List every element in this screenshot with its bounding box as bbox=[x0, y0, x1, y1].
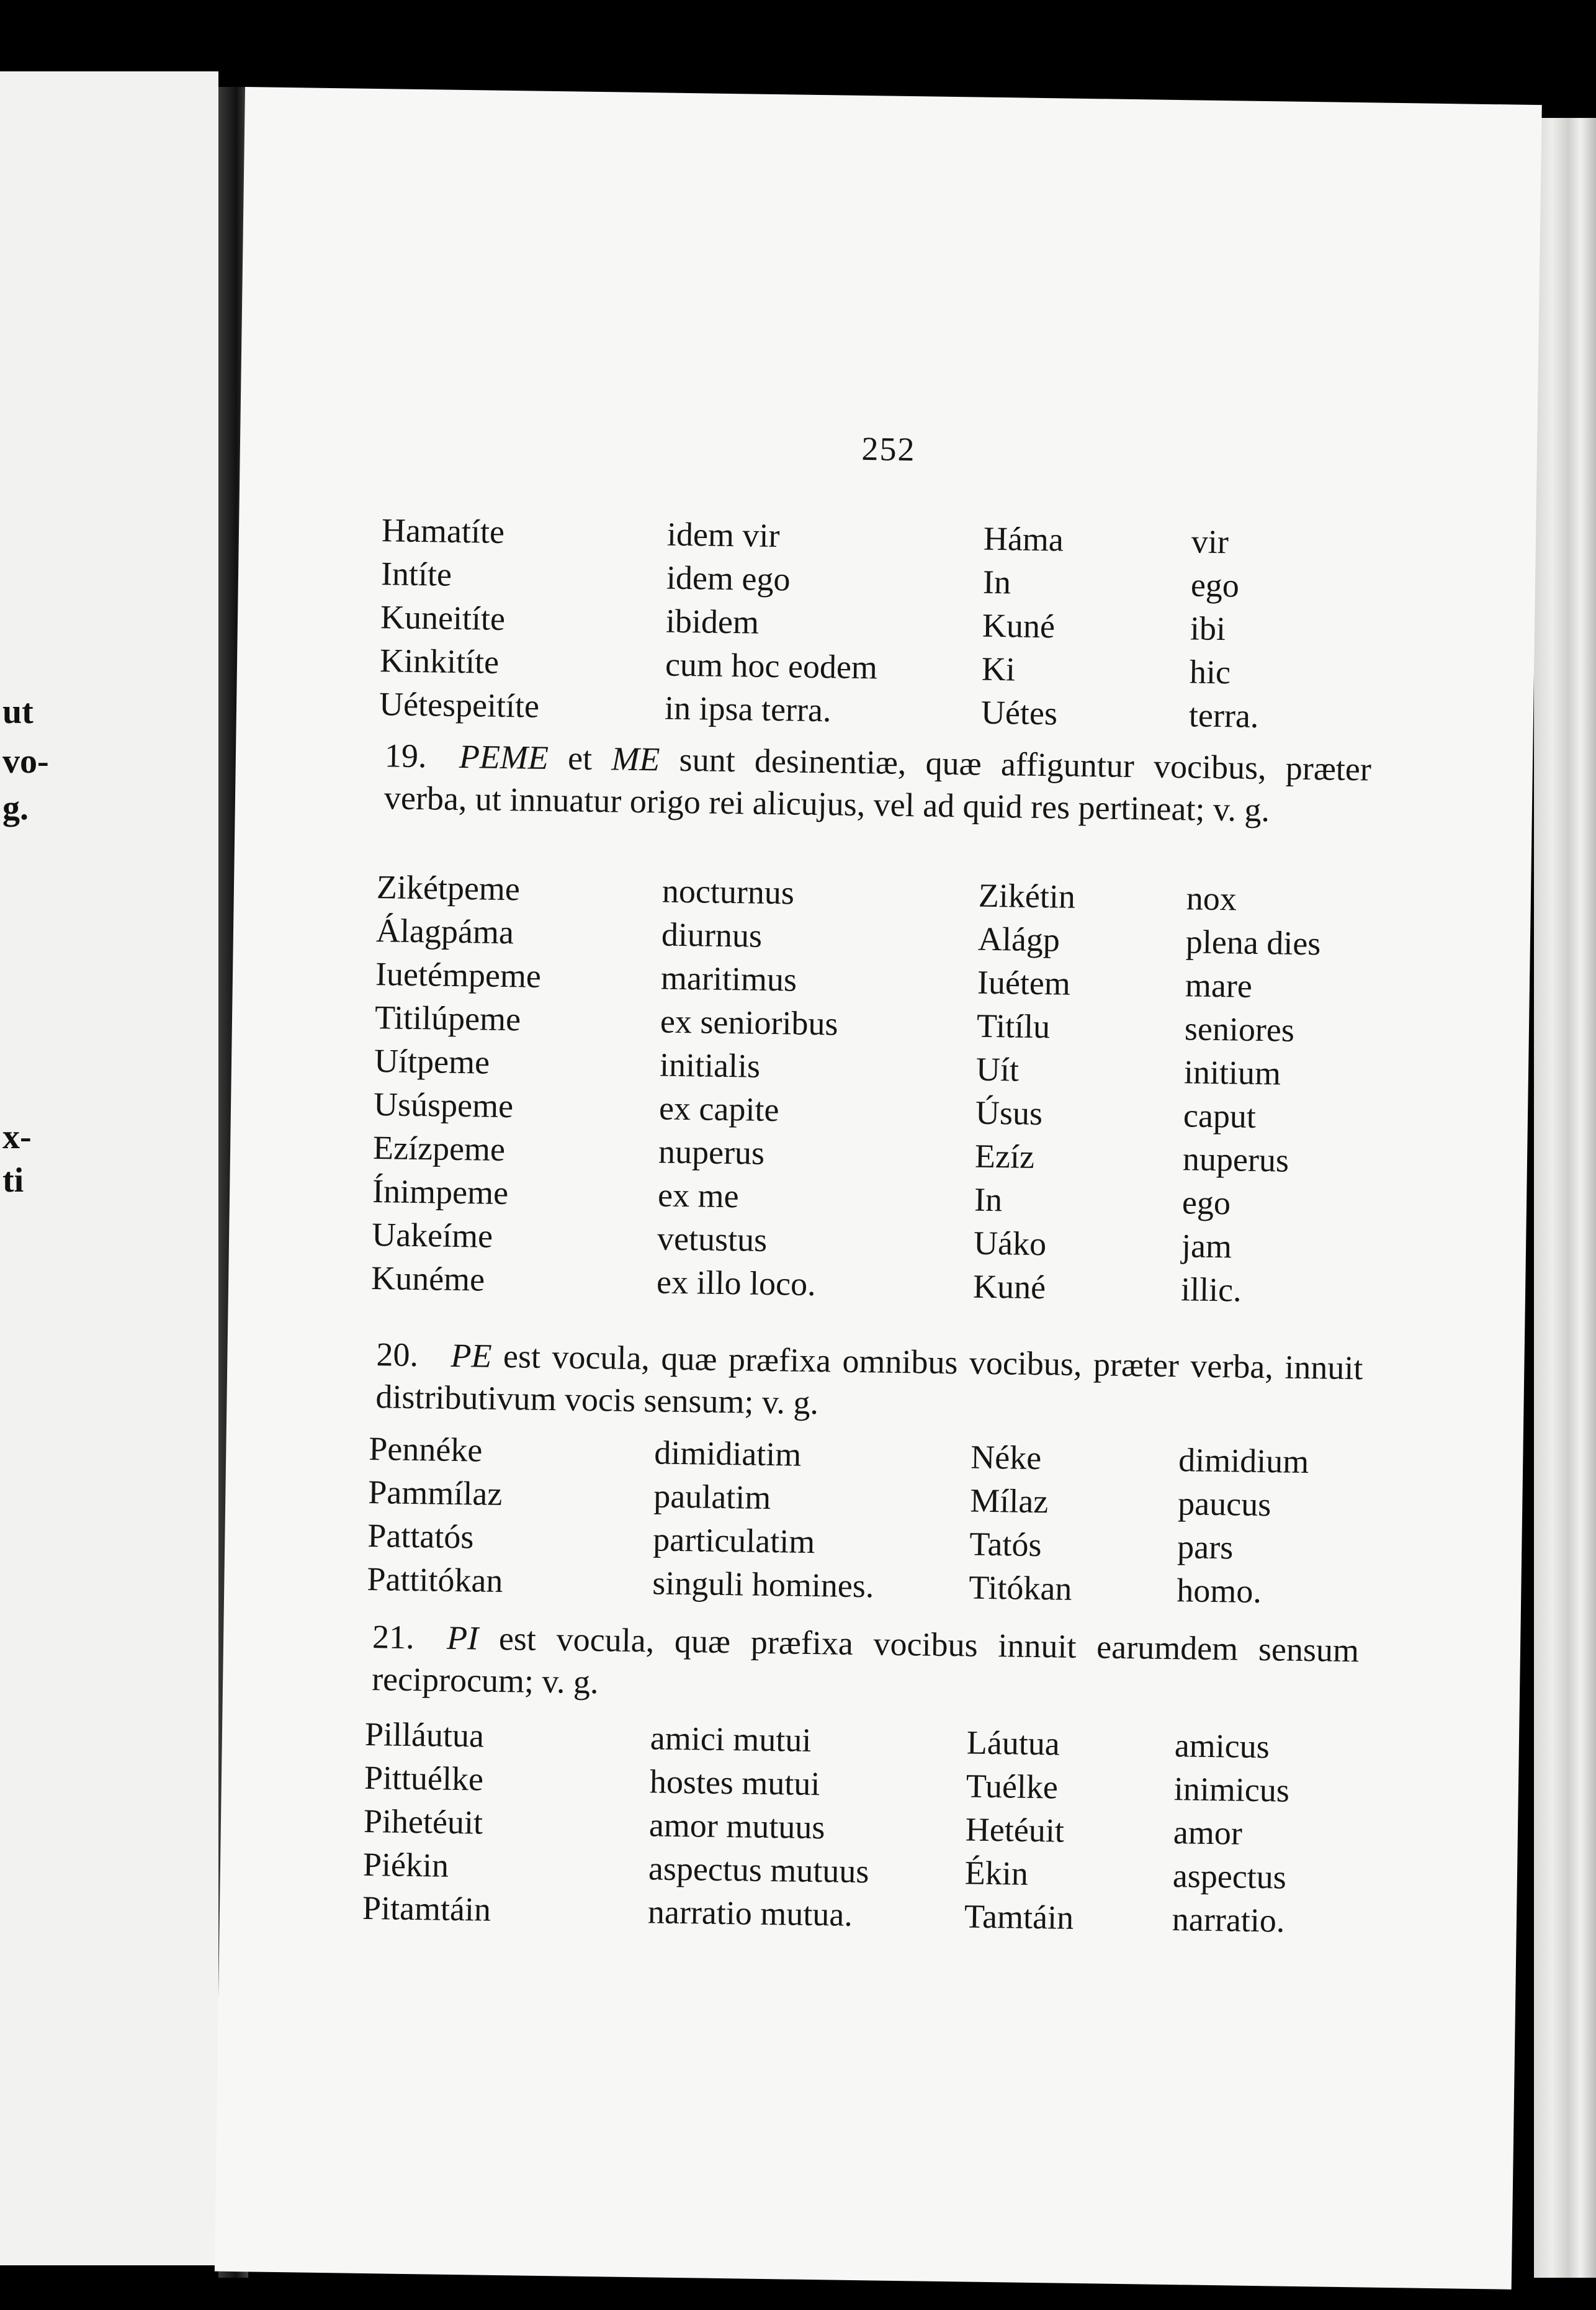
suffix-term: PE bbox=[451, 1336, 492, 1375]
derived-meaning: idem ego bbox=[666, 559, 791, 598]
page-stack-edge bbox=[1534, 118, 1596, 2278]
root-meaning: illic. bbox=[1180, 1270, 1242, 1309]
root-meaning: amor bbox=[1173, 1813, 1243, 1852]
derived-word: Kuneitíte bbox=[380, 598, 506, 637]
root-meaning: jam bbox=[1181, 1227, 1232, 1265]
root-meaning: nuperus bbox=[1182, 1140, 1289, 1179]
root-meaning: narratio. bbox=[1172, 1900, 1285, 1939]
derived-word: Hamatíte bbox=[381, 511, 505, 551]
derived-meaning: ex illo loco. bbox=[656, 1263, 817, 1303]
root-word: Tuélke bbox=[966, 1767, 1059, 1806]
left-page-fragment: g. bbox=[2, 789, 29, 827]
section-20-paragraph bbox=[375, 1333, 1363, 1431]
root-word: Titílu bbox=[976, 1007, 1051, 1046]
root-word: Iuétem bbox=[977, 963, 1071, 1002]
left-page-fragment: ut bbox=[2, 693, 34, 731]
derived-meaning: diurnus bbox=[661, 915, 763, 955]
root-meaning: nox bbox=[1186, 879, 1237, 918]
section-number: 21. bbox=[372, 1618, 415, 1656]
root-meaning: homo. bbox=[1176, 1571, 1262, 1611]
root-meaning: ibi bbox=[1190, 609, 1226, 648]
root-word: Hetéuit bbox=[965, 1810, 1065, 1849]
derived-word: Pattitókan bbox=[367, 1560, 503, 1600]
root-meaning: initium bbox=[1183, 1053, 1281, 1092]
root-word: Tamtáin bbox=[964, 1897, 1074, 1936]
root-meaning: mare bbox=[1185, 966, 1253, 1005]
section-text: est vocula, quæ præfixa omnibus vocibus, præter verba, innuit distributivum vocis sensum; v. g. bbox=[375, 1337, 1363, 1422]
root-word: Zikétin bbox=[978, 876, 1076, 915]
root-word: Háma bbox=[983, 519, 1064, 559]
left-page-fragment: x- bbox=[2, 1118, 32, 1156]
root-word: In bbox=[982, 563, 1011, 601]
root-word: Ékin bbox=[964, 1854, 1029, 1892]
root-word: Kuné bbox=[982, 606, 1056, 645]
suffix-term: PEME bbox=[459, 737, 549, 776]
derived-word: Pennéke bbox=[368, 1430, 483, 1469]
root-word: In bbox=[974, 1180, 1003, 1219]
derived-word: Zikétpeme bbox=[376, 868, 521, 908]
book-page bbox=[215, 87, 1542, 2290]
derived-meaning: vetustus bbox=[657, 1220, 768, 1259]
connector-word: et bbox=[567, 739, 593, 777]
section-19-paragraph bbox=[384, 734, 1372, 832]
left-facing-page bbox=[0, 71, 218, 2265]
derived-word: Intíte bbox=[380, 555, 452, 593]
root-word: Alágp bbox=[977, 920, 1060, 959]
root-meaning: aspectus bbox=[1172, 1857, 1287, 1896]
derived-word: Ezízpeme bbox=[372, 1129, 506, 1169]
derived-word: Piékin bbox=[362, 1845, 449, 1884]
section-number: 20. bbox=[376, 1336, 419, 1374]
derived-meaning: amor mutuus bbox=[648, 1806, 825, 1846]
derived-meaning: initialis bbox=[659, 1046, 761, 1085]
root-word: Uétes bbox=[980, 693, 1058, 732]
derived-meaning: nuperus bbox=[658, 1133, 765, 1172]
derived-meaning: in ipsa terra. bbox=[664, 689, 832, 729]
derived-word: Uétespeitíte bbox=[379, 685, 540, 725]
root-word: Láutua bbox=[966, 1724, 1060, 1763]
derived-meaning: particulatim bbox=[652, 1521, 815, 1561]
section-text: est vocula, quæ præfixa vocibus innuit earumdem sensum reciprocum; v. g. bbox=[371, 1619, 1360, 1701]
derived-word: Pitamtáin bbox=[362, 1889, 491, 1928]
derived-meaning: paulatim bbox=[653, 1477, 771, 1517]
derived-word: Pittuélke bbox=[364, 1758, 484, 1798]
root-word: Tatós bbox=[969, 1525, 1042, 1564]
derived-word: Álagpáma bbox=[375, 912, 514, 951]
derived-meaning: cum hoc eodem bbox=[665, 645, 878, 686]
suffix-term: PI bbox=[446, 1619, 479, 1657]
derived-meaning: ex capite bbox=[658, 1089, 779, 1129]
root-meaning: seniores bbox=[1184, 1010, 1295, 1049]
derived-word: Pihetéuit bbox=[363, 1802, 483, 1841]
root-word: Úsus bbox=[975, 1094, 1043, 1133]
derived-word: Usúspeme bbox=[373, 1085, 514, 1125]
derived-word: Iuetémpeme bbox=[375, 955, 542, 995]
derived-word: Kunéme bbox=[370, 1259, 485, 1298]
derived-meaning: nocturnus bbox=[661, 872, 795, 912]
derived-word: Pattatós bbox=[367, 1516, 474, 1556]
derived-word: Kinkitíte bbox=[379, 642, 500, 681]
derived-meaning: maritimus bbox=[660, 959, 797, 999]
section-text: sunt desinentiæ, quæ affiguntur vocibus, præter verba, ut innuatur origo rei alicujus, vel ad quid res pertineat; v. g. bbox=[383, 740, 1372, 829]
root-word: Titókan bbox=[968, 1568, 1072, 1607]
derived-word: Titilúpeme bbox=[374, 999, 521, 1038]
section-21-paragraph bbox=[372, 1616, 1360, 1714]
root-word: Néke bbox=[970, 1438, 1042, 1477]
root-word: Ki bbox=[981, 650, 1016, 688]
derived-word: Uakeíme bbox=[371, 1216, 493, 1255]
derived-meaning: amici mutui bbox=[650, 1719, 812, 1759]
root-word: Ezíz bbox=[974, 1137, 1035, 1175]
suffix-term: ME bbox=[611, 740, 660, 778]
left-page-fragment: vo- bbox=[2, 742, 49, 781]
root-meaning: amicus bbox=[1174, 1727, 1270, 1766]
page-number: 252 bbox=[861, 429, 916, 469]
derived-meaning: ex senioribus bbox=[660, 1002, 838, 1043]
root-meaning: paucus bbox=[1177, 1485, 1271, 1524]
root-meaning: caput bbox=[1183, 1097, 1257, 1135]
derived-word: Pammílaz bbox=[367, 1473, 503, 1513]
derived-meaning: aspectus mutuus bbox=[648, 1849, 869, 1890]
root-word: Uáko bbox=[973, 1224, 1047, 1263]
derived-word: Pilláutua bbox=[364, 1715, 485, 1755]
root-word: Mílaz bbox=[969, 1481, 1049, 1521]
left-page-fragment: ti bbox=[2, 1161, 24, 1200]
root-meaning: ego bbox=[1190, 566, 1240, 604]
derived-meaning: ex me bbox=[657, 1176, 739, 1215]
root-meaning: vir bbox=[1191, 523, 1229, 561]
section-number: 19. bbox=[384, 737, 427, 775]
derived-meaning: dimidiatim bbox=[653, 1434, 802, 1473]
root-meaning: inimicus bbox=[1173, 1770, 1290, 1809]
root-word: Kuné bbox=[972, 1267, 1046, 1306]
root-word: Uít bbox=[975, 1050, 1020, 1089]
root-meaning: dimidium bbox=[1178, 1441, 1309, 1481]
derived-word: Uítpeme bbox=[374, 1042, 490, 1081]
root-meaning: ego bbox=[1181, 1184, 1231, 1222]
root-meaning: hic bbox=[1189, 653, 1231, 691]
root-meaning: plena dies bbox=[1185, 923, 1321, 963]
derived-meaning: narratio mutua. bbox=[647, 1893, 853, 1933]
root-meaning: pars bbox=[1177, 1528, 1234, 1566]
derived-meaning: idem vir bbox=[666, 515, 780, 555]
derived-meaning: singuli homines. bbox=[652, 1564, 874, 1605]
derived-word: Ínimpeme bbox=[372, 1172, 509, 1212]
root-meaning: terra. bbox=[1188, 696, 1259, 735]
derived-meaning: hostes mutui bbox=[649, 1763, 820, 1803]
derived-meaning: ibidem bbox=[665, 602, 760, 641]
